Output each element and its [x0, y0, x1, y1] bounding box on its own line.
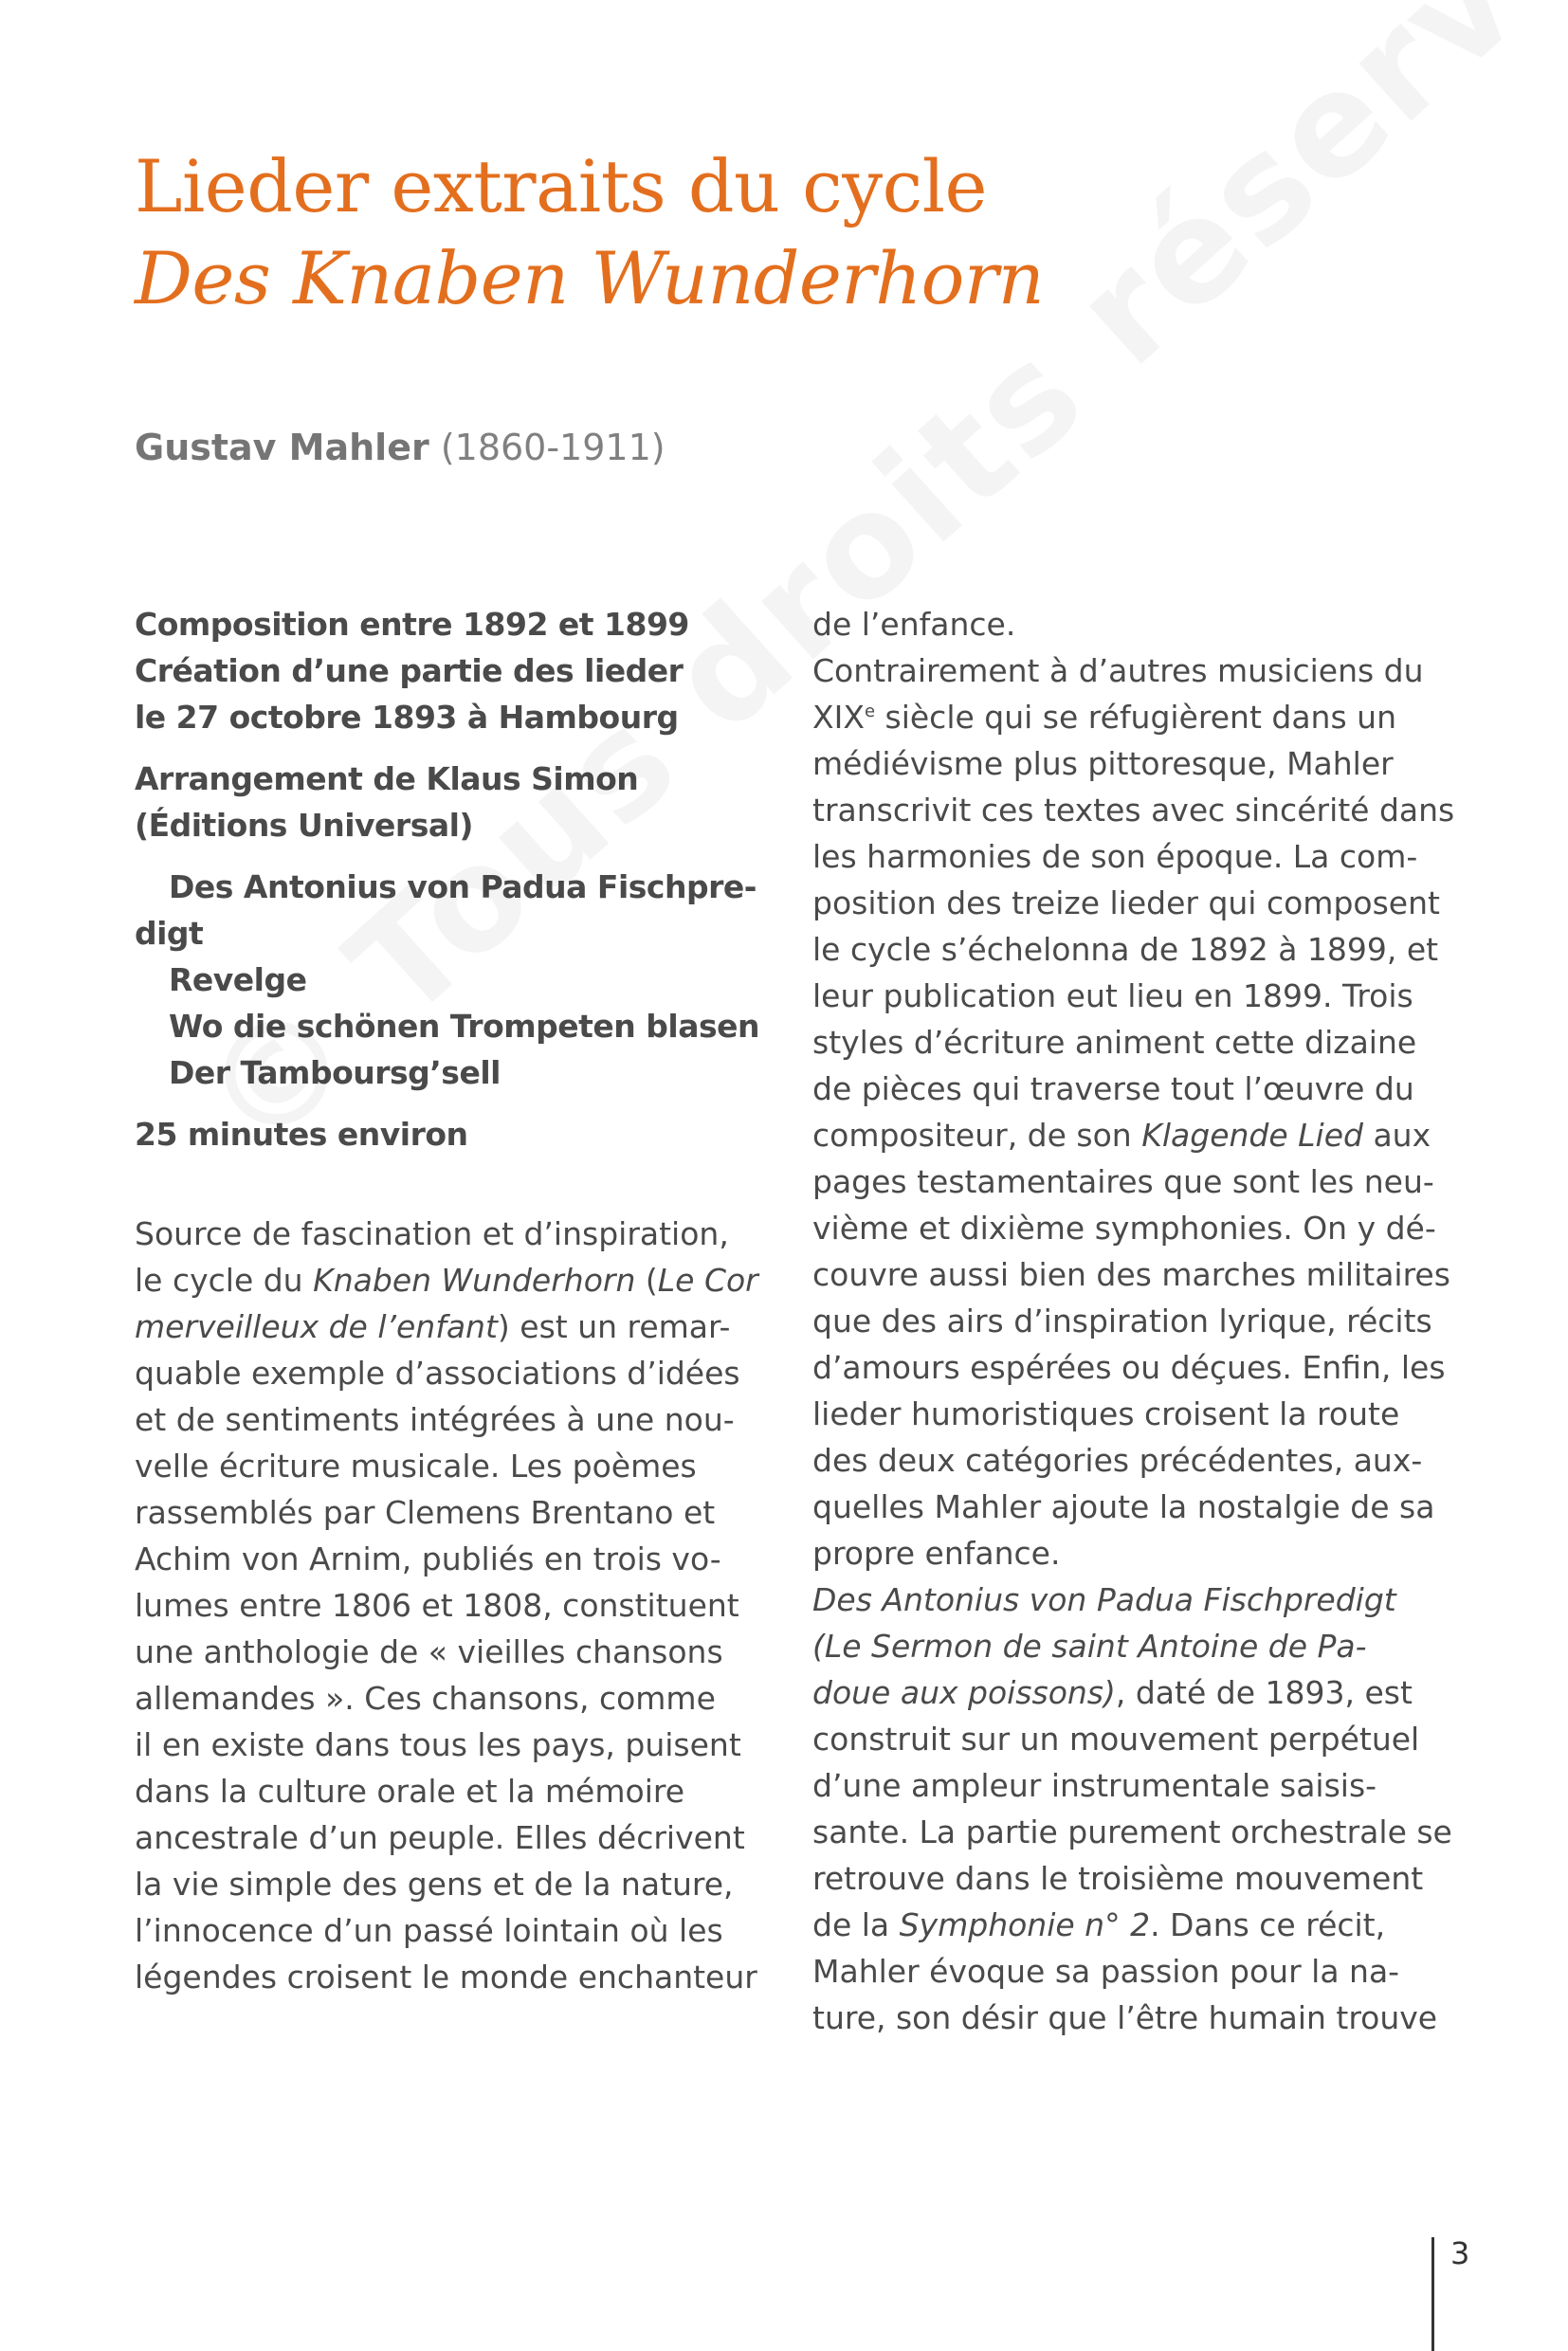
text-line: ancestrale d’un peuple. Elles décrivent [135, 1819, 745, 1856]
body-text-left [135, 1211, 760, 2000]
text-line: quable exemple d’associations d’idées [135, 1355, 740, 1392]
duration: 25 minutes environ [135, 1116, 468, 1153]
text-line: position des treize lieder qui composent [812, 884, 1440, 921]
composer-name: Gustav Mahler [135, 427, 429, 468]
text-line: merveilleux de l’enfant) est un remar- [135, 1308, 731, 1345]
song-item-continued: digt [135, 915, 204, 952]
text-line: construit sur un mouvement perpétuel [812, 1721, 1420, 1758]
title-line-2: Des Knaben Wunderhorn [135, 236, 1045, 320]
page-title [135, 140, 1044, 324]
text-line: sante. La partie purement orchestrale se [812, 1813, 1452, 1850]
text-line: d’une ampleur instrumentale saisis- [812, 1767, 1377, 1804]
text-line: des deux catégories précédentes, aux- [812, 1442, 1423, 1479]
premiere-line-1: Création d’une partie des lieder [135, 652, 684, 689]
text-line: pages testamentaires que sont les neu- [812, 1163, 1434, 1200]
text-line: il en existe dans tous les pays, puisent [135, 1726, 741, 1763]
song-item: Des Antonius von Padua Fischpre- [169, 868, 757, 905]
text-line: de la Symphonie n° 2. Dans ce récit, [812, 1906, 1386, 1943]
text-line: couvre aussi bien des marches militaires [812, 1256, 1450, 1293]
song-item: Revelge [169, 961, 307, 998]
text-line: dans la culture orale et la mémoire [135, 1773, 685, 1810]
text-line: compositeur, de son Klagende Lied aux [812, 1117, 1431, 1154]
publisher: (Éditions Universal) [135, 807, 474, 844]
right-column [812, 601, 1455, 2041]
text-line: quelles Mahler ajoute la nostalgie de sa [812, 1488, 1435, 1525]
page-number: 3 [1450, 2235, 1470, 2271]
text-line: ture, son désir que l’être humain trouve [812, 1999, 1438, 2036]
composer-heading [135, 427, 665, 468]
text-line: styles d’écriture animent cette dizaine [812, 1024, 1417, 1061]
text-line: vième et dixième symphonies. On y dé- [812, 1210, 1436, 1247]
title-line-1: Lieder extraits du cycle [135, 144, 987, 228]
composition-dates: Composition entre 1892 et 1899 [135, 606, 689, 643]
text-line: les harmonies de son époque. La com- [812, 838, 1418, 875]
text-line: Source de fascination et d’inspiration, [135, 1215, 729, 1252]
text-line: de pièces qui traverse tout l’œuvre du [812, 1070, 1414, 1107]
page-number-rule [1431, 2237, 1434, 2351]
text-line: allemandes ». Ces chansons, comme [135, 1680, 716, 1717]
text-line: Mahler évoque sa passion pour la na- [812, 1953, 1400, 1990]
premiere-line-2: le 27 octobre 1893 à Hambourg [135, 699, 679, 736]
text-line: le cycle du Knaben Wunderhorn (Le Cor [135, 1262, 758, 1299]
text-line: la vie simple des gens et de la nature, [135, 1866, 734, 1903]
song-item: Der Tamboursg’sell [169, 1054, 501, 1091]
text-line: lumes entre 1806 et 1808, constituent [135, 1587, 739, 1624]
text-line: le cycle s’échelonna de 1892 à 1899, et [812, 931, 1439, 968]
text-line: légendes croisent le monde enchanteur [135, 1959, 757, 1996]
text-line: propre enfance. [812, 1535, 1061, 1572]
text-line: d’amours espérées ou déçues. Enfin, les [812, 1349, 1446, 1386]
text-line: médiévisme plus pittoresque, Mahler [812, 745, 1394, 782]
song-item: Wo die schönen Trompeten blasen [169, 1008, 759, 1045]
composer-dates: (1860-1911) [440, 427, 665, 468]
text-line: une anthologie de « vieilles chansons [135, 1633, 723, 1670]
text-line: retrouve dans le troisième mouvement [812, 1860, 1424, 1897]
text-line: Contrairement à d’autres musiciens du [812, 652, 1424, 689]
text-line: XIXe siècle qui se réfugièrent dans un [812, 699, 1396, 736]
text-line: transcrivit ces textes avec sincérité dans [812, 792, 1455, 829]
text-line: rassemblés par Clemens Brentano et [135, 1494, 716, 1531]
text-line: que des airs d’inspiration lyrique, récits [812, 1303, 1432, 1340]
text-line: doue aux poissons), daté de 1893, est [812, 1674, 1413, 1711]
text-line: velle écriture musicale. Les poèmes [135, 1448, 697, 1485]
text-line: (Le Sermon de saint Antoine de Pa- [812, 1628, 1367, 1665]
text-line: et de sentiments intégrées à une nou- [135, 1401, 735, 1438]
text-line: de l’enfance. [812, 606, 1016, 643]
text-line: Des Antonius von Padua Fischpredigt [812, 1581, 1396, 1618]
text-line: lieder humoristiques croisent la route [812, 1395, 1400, 1432]
text-line: Achim von Arnim, publiés en trois vo- [135, 1540, 721, 1577]
arranger: Arrangement de Klaus Simon [135, 760, 639, 797]
text-line: leur publication eut lieu en 1899. Trois [812, 977, 1413, 1014]
text-line: l’innocence d’un passé lointain où les [135, 1912, 723, 1949]
